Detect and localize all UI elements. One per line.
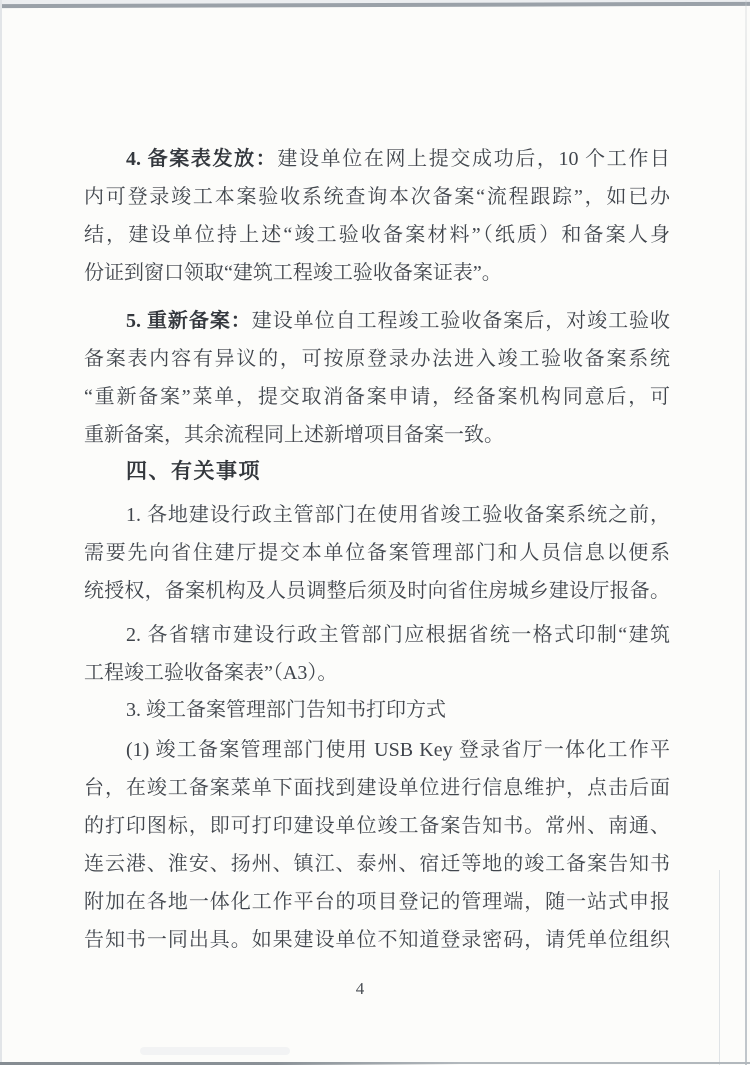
text-line: 的打印图标，即可打印建设单位竣工备案告知书。常州、南通、: [84, 815, 670, 837]
text-line: 连云港、淮安、扬州、镇江、泰州、宿迁等地的竣工备案告知书: [84, 853, 670, 875]
text-line: 附加在各地一体化工作平台的项目登记的管理端，随一站式申报: [84, 891, 670, 913]
paragraph-item-2: [84, 616, 670, 692]
text-line: 3. 竣工备案管理部门告知书打印方式: [126, 699, 446, 721]
scan-edge-left: [0, 0, 2, 1065]
paragraph-label: 5. 重新备案：: [126, 310, 252, 332]
section-heading-related-matters: [84, 453, 670, 491]
paragraph-5-refiling: [84, 302, 670, 454]
text-line: 结，建设单位持上述“竣工验收备案材料”（纸质）和备案人身: [84, 224, 670, 246]
scan-edge-right: [745, 0, 747, 1065]
text-run: 建设单位自工程竣工验收备案后，对竣工验收: [251, 310, 671, 332]
text-line: 工程竣工验收备案表”（A3）。: [84, 662, 338, 684]
text-line: 告知书一同出具。如果建设单位不知道登录密码，请凭单位组织: [84, 929, 670, 951]
text-line: 需要先向省住建厅提交本单位备案管理部门和人员信息以便系: [84, 542, 670, 564]
scan-smudge: [140, 1047, 290, 1055]
paragraph-item-3: [84, 691, 670, 729]
text-line: (1) 竣工备案管理部门使用 USB Key 登录省厅一体化工作平: [126, 739, 670, 761]
text-line: [84, 140, 670, 178]
text-line: 重新备案，其余流程同上述新增项目备案一致。: [84, 424, 504, 446]
paragraph-4-filing-form-issuance: [84, 140, 670, 292]
text-line: 统授权，备案机构及人员调整后须及时向省住房城乡建设厅报备。: [84, 580, 670, 602]
paragraph-item-3-sub-1: [84, 731, 670, 959]
text-line: “重新备案”菜单，提交取消备案申请，经备案机构同意后，可: [84, 386, 670, 408]
paragraph-label: 4. 备案表发放：: [126, 148, 278, 170]
text-line: 备案表内容有异议的，可按原登录办法进入竣工验收备案系统: [84, 348, 670, 370]
text-line: 台，在竣工备案菜单下面找到建设单位进行信息维护，点击后面: [84, 777, 670, 799]
text-run: 建设单位在网上提交成功后，10 个工作日: [277, 148, 670, 170]
text-line: [84, 302, 670, 340]
section-heading-text: 四、有关事项: [126, 460, 261, 483]
text-line: 2. 各省辖市建设行政主管部门应根据省统一格式印制“建筑: [126, 624, 670, 646]
scan-crease-right: [719, 870, 720, 1065]
paragraph-item-1: [84, 496, 670, 610]
text-line: 份证到窗口领取“建筑工程竣工验收备案证表”。: [84, 262, 502, 284]
text-line: 1. 各地建设行政主管部门在使用省竣工验收备案系统之前，: [126, 504, 670, 526]
text-line: 内可登录竣工本案验收系统查询本次备案“流程跟踪”，如已办: [84, 186, 670, 208]
page-number: 4: [355, 979, 365, 998]
